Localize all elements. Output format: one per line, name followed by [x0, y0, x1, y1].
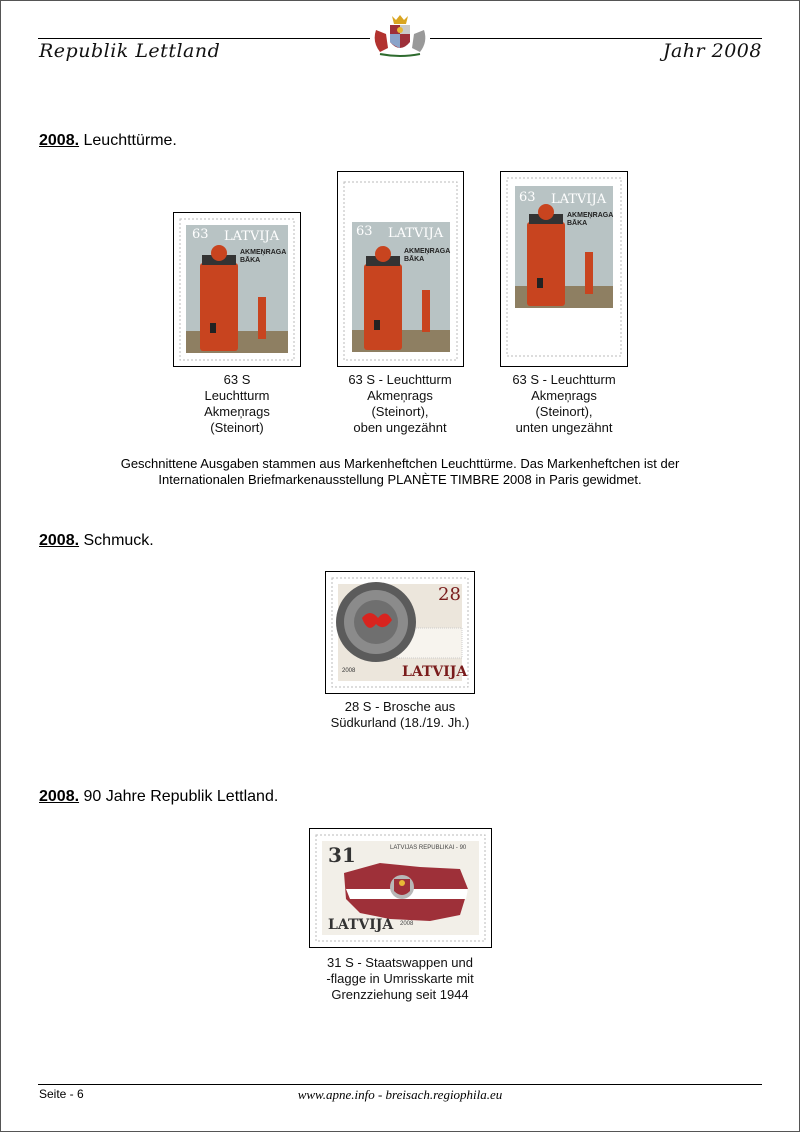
caption-line: (Steinort): [210, 420, 264, 435]
latvia-coat-of-arms-icon: [370, 12, 430, 58]
stamp-value: 63: [192, 227, 209, 242]
caption-line: Akmeņrags: [367, 388, 433, 403]
stamp-value: 63: [519, 190, 536, 205]
caption-line: unten ungezähnt: [515, 420, 613, 435]
section-title-republic: [39, 788, 278, 806]
section-name: Schmuck.: [79, 532, 154, 549]
booklet-note: [60, 456, 740, 488]
header-year-title: Jahr 2008: [662, 40, 762, 62]
stamp-country: LATVIJA: [224, 229, 280, 244]
stamp-name: AKMEŅRAGA BĀKA: [567, 212, 614, 227]
caption-line: 28 S - Brosche aus: [344, 699, 456, 714]
stamp-value: 63: [356, 224, 373, 239]
stamp-year: 2008: [342, 668, 356, 674]
stamp-lighthouse-imperf-bottom: [500, 171, 628, 367]
section-title-jewelry: [39, 532, 154, 550]
stamp-brooch: [325, 571, 475, 694]
stamp-value: 28: [438, 584, 461, 605]
caption-line: Grenzziehung seit 1944: [331, 987, 469, 1002]
stamp-country: LATVIJA: [388, 226, 444, 241]
stamp-caption-2: [320, 372, 480, 436]
caption-line: Südkurland (18./19. Jh.): [330, 715, 470, 730]
caption-line: 63 S - Leuchtturm: [512, 372, 616, 387]
caption-line: (Steinort),: [535, 404, 593, 419]
stamp-year: 2008: [400, 921, 414, 927]
caption-line: (Steinort),: [371, 404, 429, 419]
caption-line: Akmeņrags: [531, 388, 597, 403]
stamp-lighthouse-perforated: [173, 212, 301, 367]
section-year: 2008.: [39, 788, 80, 805]
stamp-value: 31: [328, 843, 356, 867]
caption-line: oben ungezähnt: [353, 420, 447, 435]
page-number: Seite - 6: [39, 1087, 84, 1101]
section-year: 2008.: [39, 532, 80, 549]
caption-line: 31 S - Staatswappen und: [327, 955, 473, 970]
caption-line: 63 S - Leuchtturm: [348, 372, 452, 387]
stamp-name: AKMEŅRAGA BĀKA: [404, 248, 451, 263]
stamp-republic-90: [309, 828, 492, 948]
footer-rule: [38, 1084, 762, 1085]
stamp-country: LATVIJA: [328, 917, 394, 933]
stamp-lighthouse-imperf-top: [337, 171, 464, 367]
stamp-caption-brooch: [300, 699, 500, 731]
caption-line: Akmeņrags: [204, 404, 270, 419]
stamp-country: LATVIJA: [551, 192, 607, 207]
stamp-top-text: LATVIJAS REPUBLIKAI - 90: [390, 845, 467, 851]
footer-url: www.apne.info - breisach.regiophila.eu: [297, 1087, 503, 1102]
header-country-title: Republik Lettland: [39, 40, 221, 62]
stamp-caption-1: [163, 372, 311, 436]
caption-line: Leuchtturm: [204, 388, 270, 403]
note-line: Geschnittene Ausgaben stammen aus Markenheftchen Leuchttürme. Das Markenheftchen ist der: [120, 456, 680, 471]
caption-line: 63 S: [223, 372, 251, 387]
stamp-caption-3: [484, 372, 644, 436]
caption-line: -flagge in Umrisskarte mit: [326, 971, 474, 986]
stamp-name: AKMEŅRAGA BĀKA: [240, 249, 287, 264]
section-name: Leuchttürme.: [79, 132, 177, 149]
note-line: Internationalen Briefmarkenausstellung PLANÈTE TIMBRE 2008 in Paris gewidmet.: [158, 472, 642, 487]
section-year: 2008.: [39, 132, 80, 149]
stamp-country: LATVIJA: [402, 664, 468, 680]
section-title-lighthouses: [39, 132, 177, 150]
stamp-caption-republic: [300, 955, 500, 1003]
section-name: 90 Jahre Republik Lettland.: [79, 788, 279, 805]
